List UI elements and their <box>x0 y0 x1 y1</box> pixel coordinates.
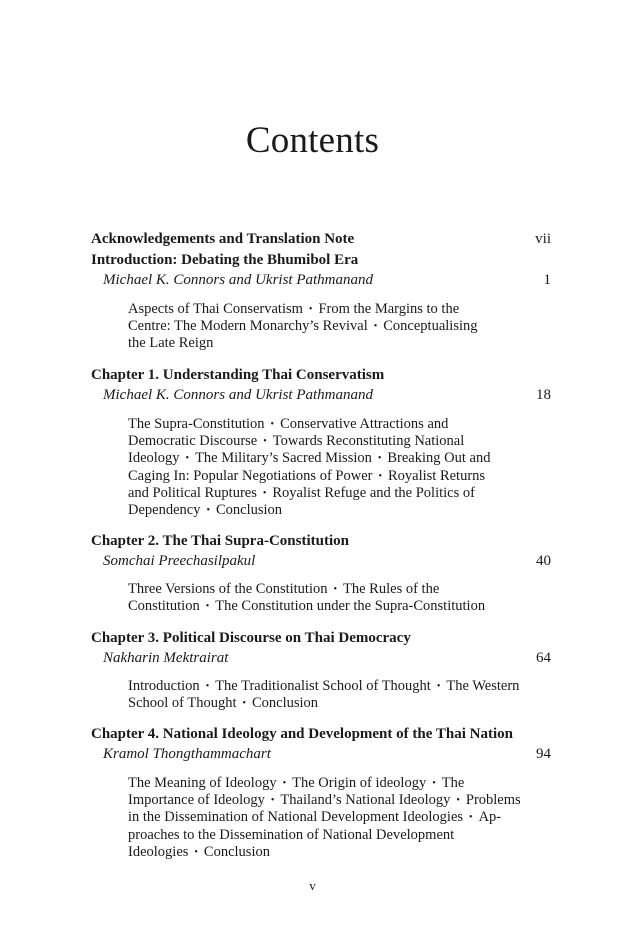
section-item: Conclusion <box>252 695 319 712</box>
bullet-separator: • <box>194 846 198 858</box>
section-item: The Origin of ideology <box>292 775 427 791</box>
entry-title: Acknowledgements and Translation Note <box>91 231 355 247</box>
page-title: Contents <box>245 120 380 161</box>
bullet-separator: • <box>432 778 436 789</box>
page-folio: v <box>309 878 316 893</box>
section-item: The Meaning of Ideology <box>128 775 277 791</box>
section-item: The Constitution under the Supra-Constitution <box>215 598 486 615</box>
section-item: Thailand’s National Ideology <box>280 792 451 809</box>
section-item: Three Versions of the Constitution <box>128 581 328 597</box>
bullet-separator: • <box>270 419 275 430</box>
bullet-separator: • <box>469 812 473 824</box>
page-number: 64 <box>536 650 551 666</box>
bullet-separator: • <box>333 584 338 595</box>
bullet-separator: • <box>185 453 190 465</box>
section-item: Conclusion <box>203 843 270 860</box>
page-number: 18 <box>536 387 551 403</box>
entry-title: Chapter 4. National Ideology and Development of the Thai Nation <box>91 726 513 742</box>
toc-entry-chapter-4[interactable] <box>91 724 551 764</box>
bullet-separator: • <box>242 698 246 710</box>
entry-title: Chapter 2. The Thai Supra-Constitution <box>91 533 349 549</box>
toc-entry-chapter-2[interactable] <box>91 531 551 571</box>
bullet-separator: • <box>270 795 275 807</box>
bullet-separator: • <box>282 778 287 789</box>
bullet-separator: • <box>205 601 210 613</box>
bullet-separator: • <box>373 321 378 333</box>
section-item: The Supra-Constitution <box>128 416 265 432</box>
page-number: 1 <box>543 272 551 288</box>
bullet-separator: • <box>206 505 210 517</box>
toc-entry-chapter-3[interactable] <box>91 628 551 668</box>
section-list: The Supra-Constitution • Conservative Attractions and Democratic Discourse • Towards Reconstituting National Ideology • The Military’s Sacred Mission • Breaking Out and Caging In: Popular Negotiations of Power • Royalist Returns and Political Ruptures • Royalist Refuge and the Politics of Dependency • Conclusion <box>128 416 491 519</box>
bullet-separator: • <box>436 681 441 692</box>
section-list: Introduction • The Traditionalist School of Thought • The Western School of Thought • Conclusion <box>128 678 520 712</box>
toc-entry-acknowledgements[interactable] <box>91 229 551 249</box>
page-number: 94 <box>536 746 551 762</box>
bullet-separator: • <box>308 304 313 315</box>
section-item: Conclusion <box>215 502 283 519</box>
toc-entry-chapter-1[interactable] <box>91 365 551 405</box>
section-item: The Traditionalist School of Thought <box>215 678 431 694</box>
toc-entry-introduction[interactable] <box>91 250 551 290</box>
section-item: Aspects of Thai Conservatism <box>128 301 303 317</box>
entry-author: Michael K. Connors and Ukrist Pathmanand <box>103 387 373 403</box>
entry-title: Chapter 3. Political Discourse on Thai Democracy <box>91 630 411 646</box>
bullet-separator: • <box>377 453 382 465</box>
section-list: Three Versions of the Constitution • The Rules of the Constitution • The Constitution under the Supra-Constitution <box>128 581 486 615</box>
entry-author: Kramol Thongthammachart <box>103 746 271 762</box>
entry-title: Introduction: Debating the Bhumibol Era <box>91 252 359 268</box>
page-number: vii <box>535 231 551 247</box>
bullet-separator: • <box>262 487 267 499</box>
entry-author: Somchai Preechasilpakul <box>103 553 256 569</box>
page-number: 40 <box>536 553 551 569</box>
section-item: Introduction <box>128 678 200 694</box>
bullet-separator: • <box>263 436 267 448</box>
entry-author: Nakharin Mektrairat <box>103 650 229 666</box>
bullet-separator: • <box>205 681 210 692</box>
bullet-separator: • <box>456 795 460 807</box>
entry-title: Chapter 1. Understanding Thai Conservatism <box>91 367 385 383</box>
bullet-separator: • <box>378 470 382 482</box>
entry-author: Michael K. Connors and Ukrist Pathmanand <box>103 272 373 288</box>
section-list: The Meaning of Ideology • The Origin of ideology • The Importance of Ideology • Thailand’s National Ideology • Problems in the Dissemination of National Development Ideologies • Ap- proaches to the Dissemination of National Development Ideologies • Conclusion <box>128 775 521 860</box>
section-item: The Military’s Sacred Mission <box>195 450 372 467</box>
section-list: Aspects of Thai Conservatism • From the Margins to the Centre: The Modern Monarchy’s Revival • Conceptualising the Late Reign <box>128 301 478 352</box>
